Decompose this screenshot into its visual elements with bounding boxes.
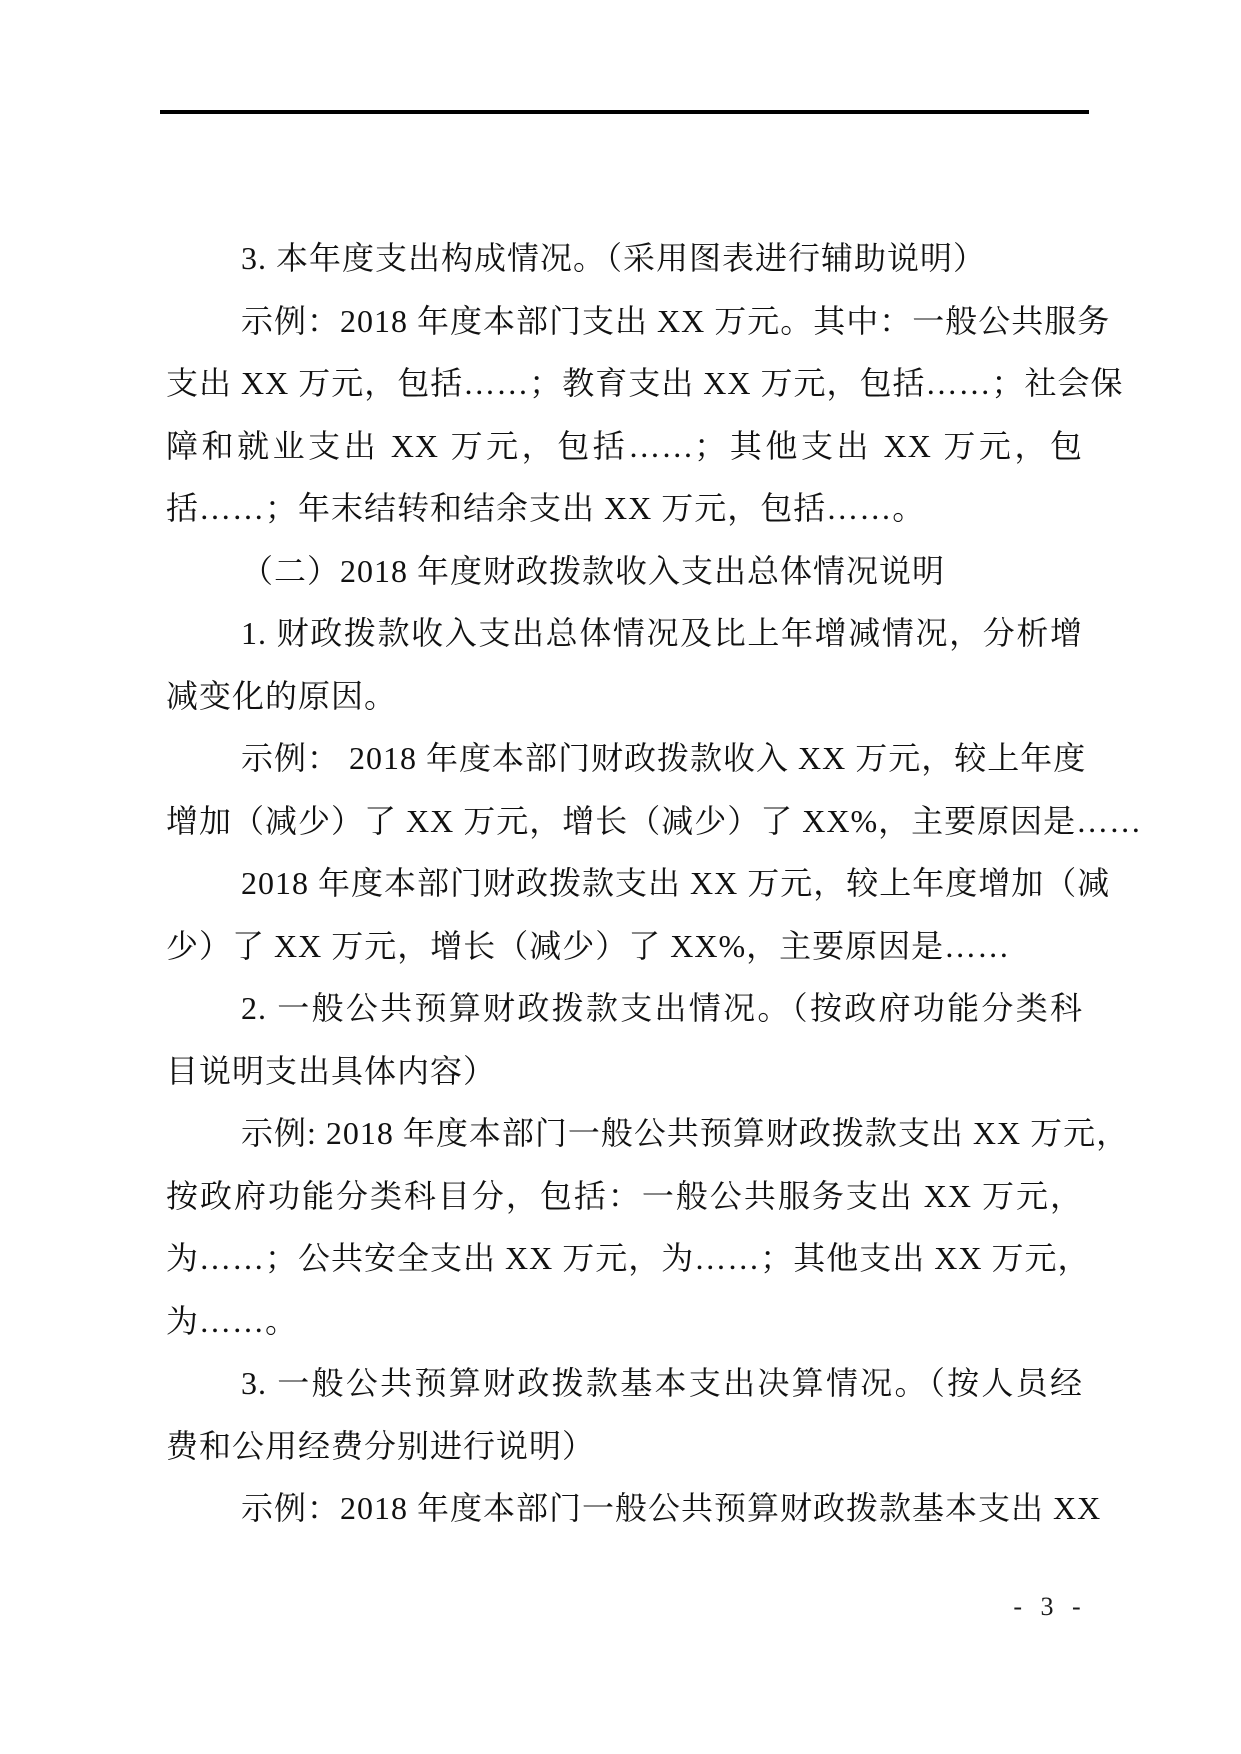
text-line: （二）2018 年度财政拨款收入支出总体情况说明	[241, 552, 946, 589]
text-line: 增加（减少）了 XX 万元，增长（减少）了 XX%，主要原因是……	[166, 802, 1143, 839]
text-line: 少）了 XX 万元，增长（减少）了 XX%，主要原因是……	[166, 927, 1011, 964]
page-number: - 3 -	[1013, 1592, 1087, 1621]
text-line: 按政府功能分类科目分，包括：一般公共服务支出 XX 万元，	[166, 1177, 1083, 1214]
document-body	[166, 227, 1143, 1540]
text-line: 括……；年末结转和结余支出 XX 万元，包括……。	[166, 490, 926, 526]
text-line: 费和公用经费分别进行说明）	[166, 1427, 596, 1464]
text-line: 为……；公共安全支出 XX 万元，为……；其他支出 XX 万元，	[166, 1240, 1091, 1276]
text-line: 减变化的原因。	[166, 677, 398, 714]
text-line: 3. 本年度支出构成情况。（采用图表进行辅助说明）	[241, 240, 987, 276]
text-line: 障和就业支出 XX 万元，包括……；其他支出 XX 万元，包	[166, 427, 1083, 464]
text-line: 为……。	[166, 1302, 299, 1339]
text-line: 示例: 2018 年度本部门一般公共预算财政拨款支出 XX 万元，	[241, 1115, 1130, 1151]
text-line: 3. 一般公共预算财政拨款基本支出决算情况。（按人员经	[241, 1365, 1083, 1401]
text-line: 示例： 2018 年度本部门财政拨款收入 XX 万元，较上年度	[241, 740, 1087, 776]
text-line: 2. 一般公共预算财政拨款支出情况。（按政府功能分类科	[241, 990, 1083, 1026]
text-line: 1. 财政拨款收入支出总体情况及比上年增减情况，分析增	[241, 615, 1083, 651]
text-line: 示例：2018 年度本部门支出 XX 万元。其中：一般公共服务	[241, 302, 1111, 339]
text-line: 支出 XX 万元，包括……；教育支出 XX 万元，包括……；社会保	[166, 365, 1124, 401]
text-line: 2018 年度本部门财政拨款支出 XX 万元，较上年度增加（减	[241, 865, 1111, 901]
header-rule	[160, 110, 1089, 114]
text-line: 示例：2018 年度本部门一般公共预算财政拨款基本支出 XX	[241, 1490, 1102, 1526]
text-line: 目说明支出具体内容）	[166, 1052, 497, 1089]
